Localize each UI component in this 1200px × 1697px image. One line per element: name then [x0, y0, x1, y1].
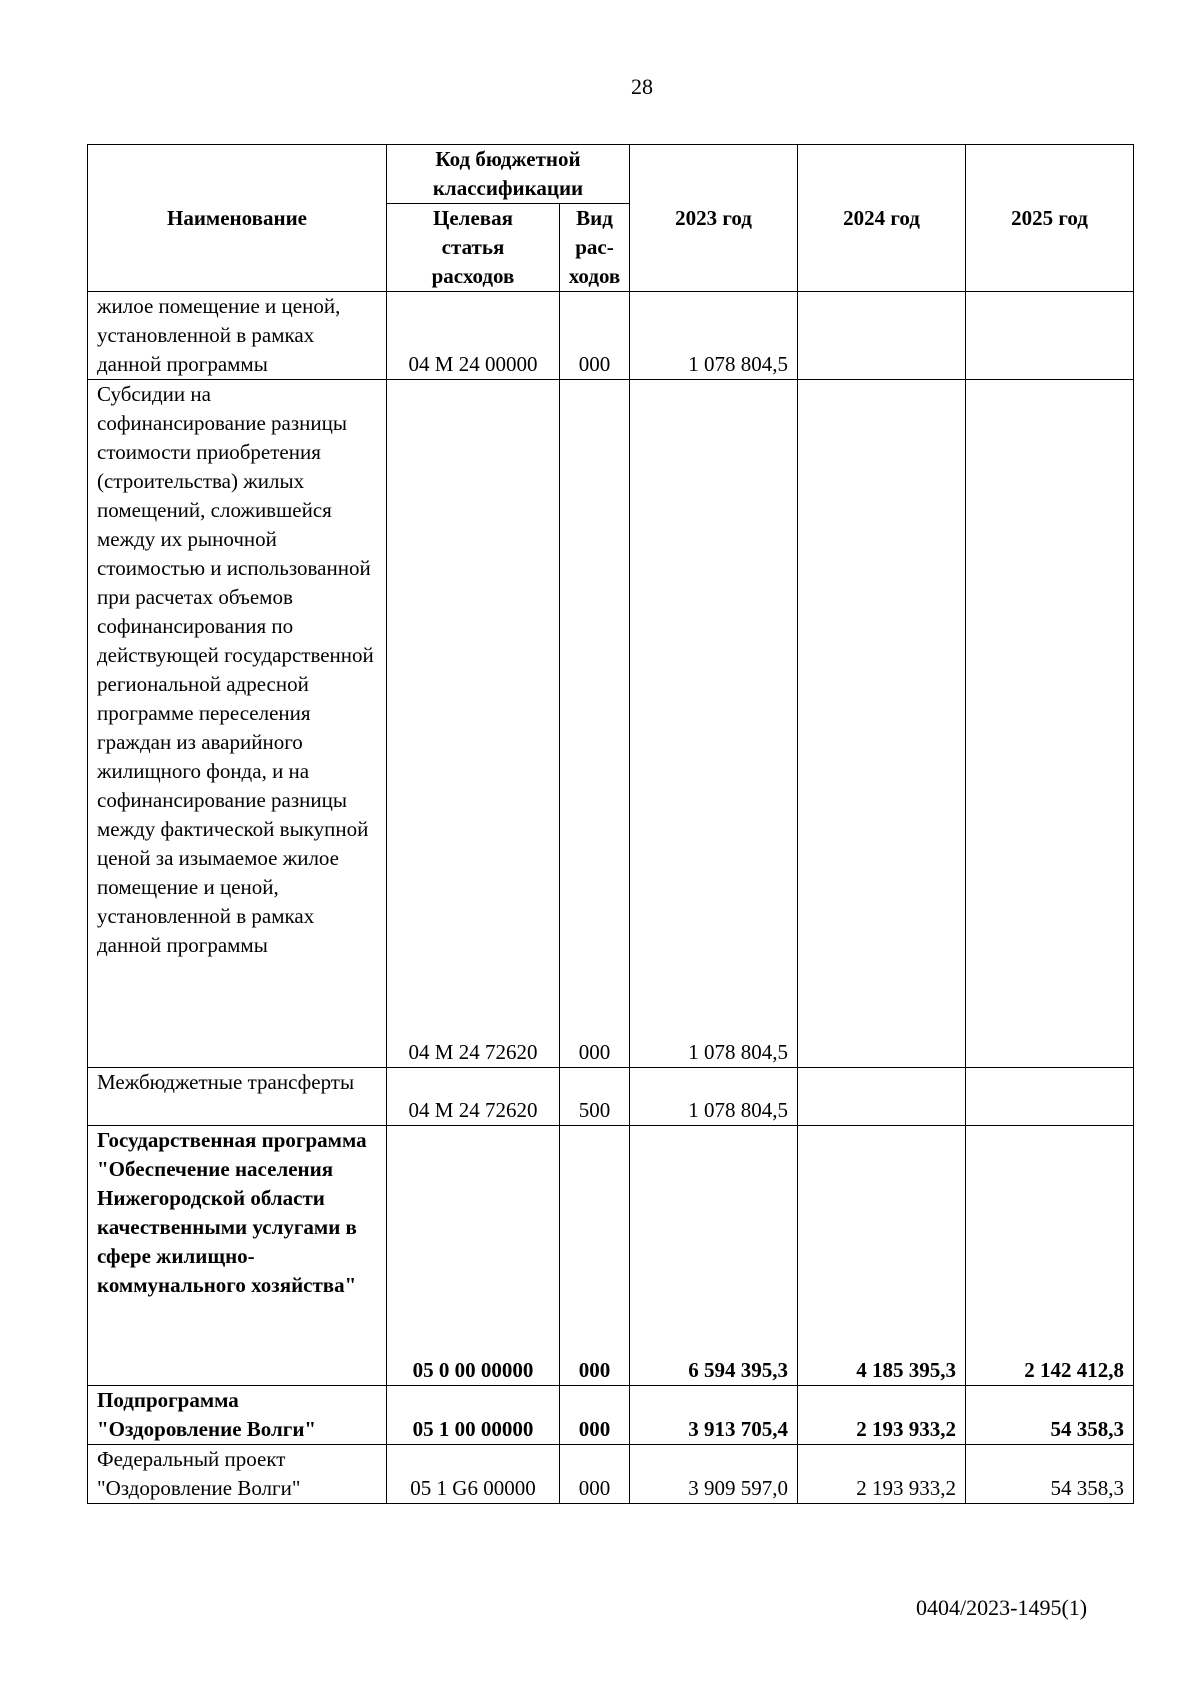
row-name: Подпрограмма "Оздоровление Волги"	[88, 1386, 387, 1445]
row-year-2025	[966, 1068, 1134, 1126]
table-row	[88, 1386, 1134, 1445]
row-year-2023: 3 909 597,0	[630, 1445, 798, 1504]
row-target-article: 04 М 24 00000	[387, 292, 560, 380]
row-year-2024	[798, 1068, 966, 1126]
table-body	[88, 292, 1134, 1504]
row-target-article: 04 М 24 72620	[387, 1068, 560, 1126]
row-name: Межбюджетные трансферты	[88, 1068, 387, 1126]
row-year-2025: 54 358,3	[966, 1386, 1134, 1445]
header-target-article: Целевая статья расходов	[387, 204, 560, 292]
header-year-2023: 2023 год	[630, 145, 798, 292]
header-budget-code: Код бюджетной классификации	[387, 145, 630, 204]
row-year-2023: 3 913 705,4	[630, 1386, 798, 1445]
page-number: 28	[631, 74, 653, 99]
row-expense-kind: 000	[560, 1126, 630, 1386]
table-row	[88, 1445, 1134, 1504]
row-expense-kind: 000	[560, 292, 630, 380]
row-year-2025	[966, 292, 1134, 380]
header-expense-kind: Вид рас-ходов	[560, 204, 630, 292]
budget-table	[87, 144, 1134, 1504]
row-year-2023: 1 078 804,5	[630, 1068, 798, 1126]
header-year-2025: 2025 год	[966, 145, 1134, 292]
row-year-2025: 54 358,3	[966, 1445, 1134, 1504]
row-year-2023: 1 078 804,5	[630, 380, 798, 1068]
row-name: Государственная программа "Обеспечение населения Нижегородской области качественными услугами в сфере жилищно-коммунального хозяйства"	[88, 1126, 387, 1386]
table-row	[88, 1068, 1134, 1126]
row-target-article: 04 М 24 72620	[387, 380, 560, 1068]
row-target-article: 05 1 00 00000	[387, 1386, 560, 1445]
table-row	[88, 1126, 1134, 1386]
row-name: Субсидии на софинансирование разницы стоимости приобретения (строительства) жилых помещений, сложившейся между их рыночной стоимостью и использованной при расчетах объемов софинансирования по действующей государственной региональной адресной программе переселения граждан из аварийного жилищного фонда, и на софинансирование разницы между фактической выкупной ценой за изымаемое жилое помещение и ценой, установленной в рамках данной программы	[88, 380, 387, 1068]
table-row	[88, 292, 1134, 380]
row-target-article: 05 1 G6 00000	[387, 1445, 560, 1504]
row-year-2023: 6 594 395,3	[630, 1126, 798, 1386]
row-name: Федеральный проект "Оздоровление Волги"	[88, 1445, 387, 1504]
row-expense-kind: 000	[560, 1386, 630, 1445]
table-header	[88, 145, 1134, 292]
row-year-2024	[798, 292, 966, 380]
row-year-2024	[798, 380, 966, 1068]
row-year-2024: 2 193 933,2	[798, 1445, 966, 1504]
row-year-2025	[966, 380, 1134, 1068]
row-expense-kind: 500	[560, 1068, 630, 1126]
row-expense-kind: 000	[560, 380, 630, 1068]
header-year-2024: 2024 год	[798, 145, 966, 292]
row-year-2024: 4 185 395,3	[798, 1126, 966, 1386]
table-row	[88, 380, 1134, 1068]
document-code: 0404/2023-1495(1)	[916, 1595, 1088, 1620]
row-target-article: 05 0 00 00000	[387, 1126, 560, 1386]
row-expense-kind: 000	[560, 1445, 630, 1504]
row-year-2024: 2 193 933,2	[798, 1386, 966, 1445]
row-year-2023: 1 078 804,5	[630, 292, 798, 380]
row-year-2025: 2 142 412,8	[966, 1126, 1134, 1386]
header-name: Наименование	[88, 145, 387, 292]
row-name: жилое помещение и ценой, установленной в рамках данной программы	[88, 292, 387, 380]
